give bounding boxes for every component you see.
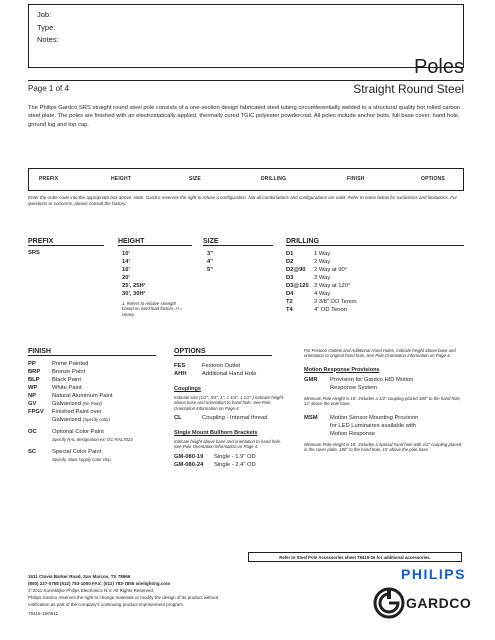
order-note: Enter the order code into the appropriate box above. Note: Gardco reserves the right to refuse a configuration. Not all combinations and configurations are valid. Refer to notes below for exclusions and limitations. For questions or concerns, please consult the factory. bbox=[28, 195, 457, 207]
bullhorn-title: Single Mount Bullhorn Brackets bbox=[174, 429, 258, 436]
height-item: 14' bbox=[122, 259, 130, 265]
drilling-code: T4 bbox=[286, 307, 293, 313]
drilling-code: D4 bbox=[286, 291, 294, 297]
option-code: MSM bbox=[304, 415, 318, 422]
height-item: 10' bbox=[122, 251, 130, 257]
option-desc: Single - 1.9" OD bbox=[214, 454, 256, 461]
finish-desc: Special Color Paint bbox=[52, 449, 102, 455]
option-desc: Festoon Outlet bbox=[202, 363, 241, 369]
height-item: 20' bbox=[122, 275, 130, 281]
drilling-desc: 1 Way bbox=[314, 251, 331, 257]
height-item: 16' bbox=[122, 267, 130, 273]
finish-code: GV bbox=[28, 401, 37, 407]
gardco-wordmark: GARDCO bbox=[406, 595, 472, 611]
job-label: Job: bbox=[37, 10, 52, 19]
finish-code: OC bbox=[28, 429, 37, 435]
philips-logo: PHILIPS bbox=[401, 566, 466, 582]
option-code: FES bbox=[174, 363, 186, 369]
finish-desc: Optional Color Paint bbox=[52, 429, 104, 435]
drilling-desc: 2 3/8" OD Tenon bbox=[314, 299, 357, 305]
drilling-code: T2 bbox=[286, 299, 293, 305]
type-label: Type: bbox=[37, 22, 56, 32]
finish-note: Specify. Must supply color chip. bbox=[52, 457, 112, 462]
order-options-label: OPTIONS bbox=[421, 176, 445, 182]
drilling-desc: 4" OD Tenon bbox=[314, 307, 347, 313]
option-code: AHH bbox=[174, 371, 187, 377]
option-desc: Coupling - Internal thread bbox=[202, 414, 268, 421]
size-item: 4" bbox=[207, 259, 213, 265]
finish-code: PP bbox=[28, 361, 36, 367]
header-divider bbox=[28, 80, 464, 81]
prefix-section bbox=[28, 238, 104, 256]
drilling-code: D2@90 bbox=[286, 267, 306, 273]
finish-note: Specify RAL designation ex: OC-RAL7024 bbox=[52, 437, 133, 442]
drilling-code: D2 bbox=[286, 259, 294, 265]
option-desc: Motion Sensor Mounting Provision for LED Luminaires available with Motion Response bbox=[330, 415, 419, 438]
height-footnote: 1. Refers to relative strength based on wind load factors. H = Heavy. bbox=[122, 301, 183, 317]
finish-code: NP bbox=[28, 393, 37, 399]
footer-address: 1611 Clovis Barker Road, San Marcos, TX 78666 bbox=[28, 574, 131, 579]
drilling-desc: 3 Way at 120° bbox=[314, 283, 351, 289]
finish-desc: Finished Paint over Galvanized bbox=[52, 409, 102, 423]
finish-code: BLP bbox=[28, 377, 40, 383]
job-info-box bbox=[28, 4, 464, 68]
finish-desc: Galvanized bbox=[52, 401, 82, 407]
order-drilling-label: DRILLING bbox=[261, 176, 287, 182]
finish-note: (No Paint) bbox=[82, 401, 102, 406]
drilling-header: DRILLING bbox=[286, 238, 464, 246]
height-header: HEIGHT bbox=[118, 238, 192, 246]
option-code: GM-080-19 bbox=[174, 454, 204, 461]
footer-phones: (800) 227-0758 (512) 753-1000 FAX: (512) 753-7855 sitelighting.com bbox=[28, 581, 171, 586]
option-code: GMR bbox=[304, 376, 318, 383]
drilling-desc: 2 Way bbox=[314, 259, 331, 265]
footer-copyright: © 2011 Koninklijke Philips Electronics N.V. All Rights Reserved. bbox=[28, 588, 155, 593]
bullhorn-note: Indicate height above base and orientation to hand hole. See Pole Orientation Information on Page 4. bbox=[174, 438, 282, 450]
options-side-note: For Festoon Outlets and Additional Hand Holes, indicate height above base and orientation to original hand hole. See Pole Orientation Information on Page 4. bbox=[304, 348, 456, 359]
options-left-column bbox=[174, 362, 284, 469]
prefix-header: PREFIX bbox=[28, 238, 104, 246]
option-code: GM-080-24 bbox=[174, 462, 204, 469]
finish-note: (Specify color) bbox=[82, 417, 111, 422]
finish-desc: Black Paint bbox=[52, 377, 81, 383]
order-code-bar bbox=[28, 168, 464, 191]
accessories-reference: Refer to Steel Pole Accessories sheet 79415-26 for additional accessories. bbox=[248, 552, 462, 562]
gardco-logo bbox=[372, 586, 472, 620]
size-header: SIZE bbox=[203, 238, 273, 246]
height-item: 30', 30H¹ bbox=[122, 291, 146, 297]
finish-section bbox=[28, 348, 156, 464]
finish-code: FPGV bbox=[28, 409, 44, 415]
motion-title: Motion Response Provisions bbox=[304, 366, 380, 373]
size-section bbox=[203, 238, 273, 274]
drilling-desc: 3 Way bbox=[314, 275, 331, 281]
footer bbox=[28, 573, 328, 617]
notes-label: Notes: bbox=[37, 35, 59, 44]
finish-code: WP bbox=[28, 385, 38, 391]
footer-disclaimer: notification as part of the company's continuing product improvement program. bbox=[28, 602, 185, 607]
finish-header: FINISH bbox=[28, 348, 156, 356]
finish-desc: Bronze Paint bbox=[52, 369, 86, 375]
finish-desc: Natural Aluminum Paint bbox=[52, 393, 113, 399]
option-desc: Provision for Gardco HID Motion Response System bbox=[330, 376, 414, 391]
drilling-code: D1 bbox=[286, 251, 294, 257]
page-subtitle: Straight Round Steel bbox=[353, 82, 464, 96]
finish-desc: Prime Painted bbox=[52, 361, 89, 367]
drilling-desc: 4 Way bbox=[314, 291, 331, 297]
order-height-label: HEIGHT bbox=[111, 176, 132, 182]
page-number: Page 1 of 4 bbox=[28, 84, 69, 93]
page-title: Poles bbox=[413, 56, 464, 78]
prefix-srs: SRS bbox=[28, 250, 40, 256]
order-prefix-label: PREFIX bbox=[39, 176, 59, 182]
option-code: CL bbox=[174, 414, 182, 421]
footer-code: 79415-19/0611 bbox=[28, 611, 58, 616]
options-section bbox=[174, 348, 272, 356]
height-item: 25', 25H¹ bbox=[122, 283, 146, 289]
finish-code: SC bbox=[28, 449, 37, 455]
option-desc: Single - 2.4" OD bbox=[214, 462, 256, 469]
options-right-column bbox=[304, 348, 464, 453]
order-finish-label: FINISH bbox=[347, 176, 365, 182]
drilling-code: D3 bbox=[286, 275, 294, 281]
drilling-section bbox=[286, 238, 464, 314]
footer-disclaimer: Philips Gardco reserves the right to change materials or modify the design of its product without bbox=[28, 595, 219, 600]
options-header: OPTIONS bbox=[174, 348, 272, 356]
size-item: 5" bbox=[207, 267, 213, 273]
couplings-title: Couplings bbox=[174, 386, 201, 392]
gmr-note: Minimum Pole Height is 16'. Includes a 1/2" coupling placed 180° to the hand hole, 12' above the pole base. bbox=[304, 395, 461, 406]
order-size-label: SIZE bbox=[189, 176, 201, 182]
intro-paragraph: The Philips Gardco SRS straight round steel pole consists of a one-section design fabricated steel tubing circumferentially welded to a structural quality hot rolled carbon steel plate. The poles are finished with an electrostatically applied, thermally cured TGIC polyester powdercoat. All poles include anchor bolts, full base cover, hand hole, ground lug and top cap. bbox=[28, 105, 461, 128]
finish-desc: White Paint bbox=[52, 385, 82, 391]
msm-note: Minimum Pole Height is 18'. Includes a special hand hole with 1/2" coupling placed in the cover plate, 180° to the hand hole, 15' above the pole base. bbox=[304, 442, 462, 453]
drilling-code: D3@120 bbox=[286, 283, 309, 289]
drilling-desc: 2 Way at 90° bbox=[314, 267, 348, 273]
option-desc: Additional Hand Hole bbox=[202, 371, 257, 377]
size-item: 3" bbox=[207, 251, 213, 257]
couplings-note: Indicate size (1/2", 3/4", 1", 1 1/4", 1 1/2".) Indicate height above base and orientation to hand hole. See Pole Orientation Information on Page 4. bbox=[174, 395, 283, 411]
finish-code: BRP bbox=[28, 369, 41, 375]
height-section bbox=[118, 238, 192, 317]
